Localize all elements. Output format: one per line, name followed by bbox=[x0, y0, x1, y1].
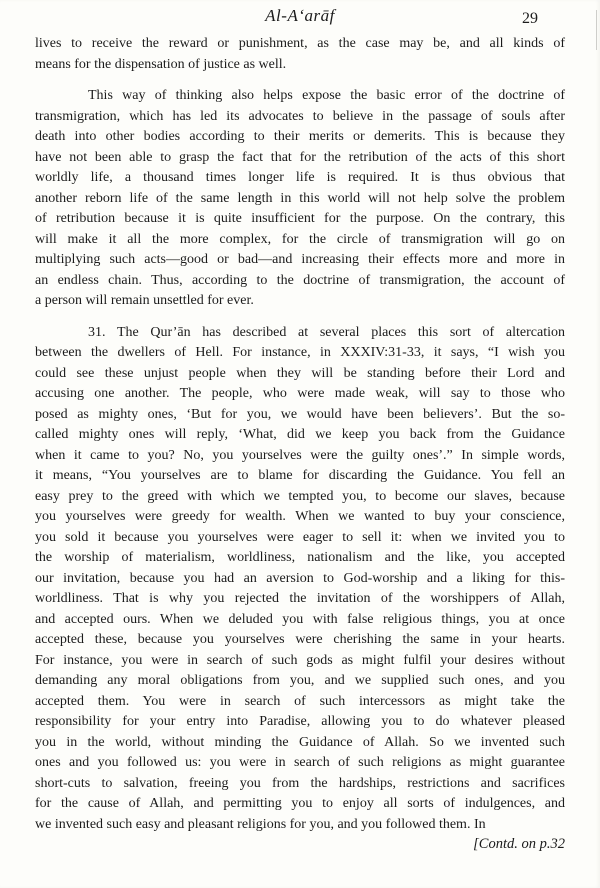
text-line: ones and you followed us: you were in search of such religions as might guarantee bbox=[35, 755, 565, 770]
text-line: worldliness. That is why you rejected the invitation of the worshippers of Allah, bbox=[35, 591, 565, 606]
text-line: you in the world, without minding the Guidance of Allah. So we invented such bbox=[35, 734, 565, 750]
text-line: For instance, you were in search of such gods as might fulfil your desires without bbox=[35, 652, 565, 668]
text-line: between the dwellers of Hell. For instance, in XXXIV:31-33, it says, “I wish you bbox=[35, 345, 565, 360]
text-line: of retribution because it is quite insufficient for the purpose. On the contrary, this bbox=[35, 211, 565, 226]
text-line: accusing one another. The people, who were made weak, will say to those who bbox=[35, 386, 565, 401]
text-line: an endless chain. Thus, according to the doctrine of transmigration, the account of bbox=[35, 272, 565, 288]
text-line: accepted these, because you yourselves were cherishing the same in your hearts. bbox=[35, 632, 565, 647]
text-line: short-cuts to salvation, freeing you from the hardships, restrictions and sacrifices bbox=[35, 775, 565, 791]
text-line: transmigration, which has led its advocates to believe in the passage of souls after bbox=[35, 108, 565, 124]
text-line: a person will remain unsettled for ever. bbox=[35, 293, 254, 308]
text-line: multiplying such acts—good or bad—and increasing their effects more and more in bbox=[35, 252, 565, 267]
paragraph bbox=[35, 323, 565, 836]
text-line: demanding any moral obligations from you, and we supplied such ones, and you bbox=[35, 673, 565, 688]
paragraph bbox=[35, 86, 565, 312]
text-line: we invented such easy and pleasant religions for you, and you followed them. In bbox=[35, 816, 486, 832]
continuation-note: [Contd. on p.32 bbox=[473, 836, 565, 852]
text-line: worldly life, a thousand times longer life is required. It is thus obvious that bbox=[35, 170, 565, 185]
text-line: you sold it because you yourselves were eager to sell it: when we invited you to bbox=[35, 529, 565, 545]
text-line: This way of thinking also helps expose the basic error of the doctrine of bbox=[88, 88, 565, 103]
page-number: 29 bbox=[522, 10, 538, 27]
text-line: for the cause of Allah, and permitting you to enjoy all sorts of indulgences, and bbox=[35, 796, 565, 811]
text-line: accepted them. You were in search of such intercessors as might take the bbox=[35, 693, 565, 709]
text-line: could see these unjust people when they will be standing before their Lord and bbox=[35, 365, 565, 381]
text-line: it means, “You yourselves are to blame for discarding the Guidance. You fell an bbox=[35, 468, 565, 483]
text-line: responsibility for your entry into Paradise, allowing you to do whatever pleased bbox=[35, 714, 565, 729]
text-line: when it came to you? No, you yourselves were the guilty ones’.” In simple words, bbox=[35, 447, 565, 463]
text-line: our invitation, because you had an aversion to God-worship and a liking for this- bbox=[35, 570, 565, 586]
page-header bbox=[0, 6, 600, 32]
text-line: and accepted ours. When we deluded you with false religious things, you at once bbox=[35, 611, 565, 627]
text-line: 31. The Qur’ān has described at several places this sort of altercation bbox=[88, 324, 565, 340]
text-line: means for the dispensation of justice as well. bbox=[35, 56, 287, 72]
text-line: death into other bodies according to their merits or demerits. This is because they bbox=[35, 129, 565, 144]
text-line: will make it all the more complex, for the circle of transmigration will go on bbox=[35, 231, 565, 247]
page-body bbox=[35, 34, 565, 846]
text-line: posed as mighty ones, ‘But for you, we would have been believers’. But the so- bbox=[35, 406, 565, 422]
running-title: Al-A‘arāf bbox=[265, 6, 335, 25]
paragraph bbox=[35, 34, 565, 75]
text-line: the worship of materialism, worldliness, nationalism and the like, you accepted bbox=[35, 550, 565, 565]
text-line: have not been able to grasp the fact that for the retribution of the acts of this short bbox=[35, 149, 565, 165]
text-line: another reborn life of the same length in this world will not help solve the problem bbox=[35, 190, 565, 206]
text-line: called mighty ones will reply, ‘What, did we keep you back from the Guidance bbox=[35, 427, 565, 442]
text-line: easy prey to the greed with which we tempted you, to become our slaves, because bbox=[35, 488, 565, 504]
text-line: lives to receive the reward or punishment, as the case may be, and all kinds of bbox=[35, 36, 565, 51]
text-line: you yourselves were greedy for wealth. When we wanted to buy your conscience, bbox=[35, 509, 565, 524]
